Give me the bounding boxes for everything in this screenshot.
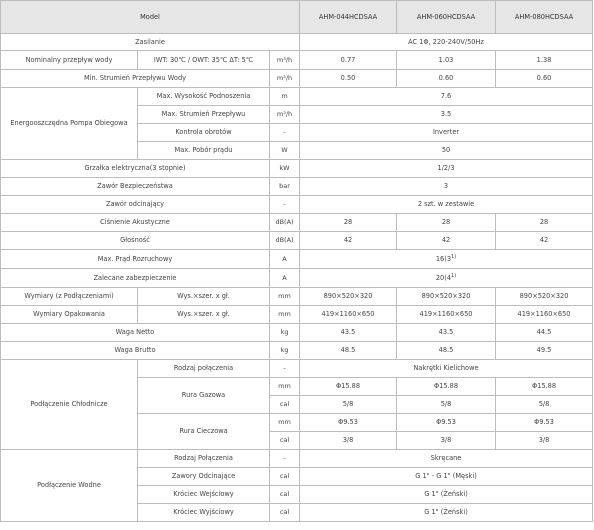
dims-value-1: 890×520×320 bbox=[300, 288, 397, 306]
net-value-3: 44.5 bbox=[496, 324, 593, 342]
gas-mm-1: Φ15.88 bbox=[300, 378, 397, 396]
row-refrig-conn bbox=[1, 360, 593, 378]
gas-mm-2: Φ15.88 bbox=[397, 378, 496, 396]
pack-sub: Wys.×szer. x gł. bbox=[138, 306, 270, 324]
heater-unit: kW bbox=[270, 160, 300, 178]
water-item-unit: - bbox=[270, 450, 300, 468]
water-item-label: Zawory Odcinające bbox=[138, 468, 270, 486]
loudness-label: Głośność bbox=[1, 232, 270, 250]
startcur-value-main: 16(3 bbox=[435, 255, 452, 264]
row-flow bbox=[1, 51, 593, 70]
row-protection bbox=[1, 269, 593, 288]
flow-value-1: 0.77 bbox=[300, 51, 397, 70]
row-sound-pressure bbox=[1, 214, 593, 232]
gas-unit-cal: cal bbox=[270, 396, 300, 414]
row-dimensions bbox=[1, 288, 593, 306]
minflow-value-2: 0.60 bbox=[397, 70, 496, 88]
pack-label: Wymiary Opakowania bbox=[1, 306, 138, 324]
loudness-value-1: 42 bbox=[300, 232, 397, 250]
safety-label: Zawór Bezpieczeństwa bbox=[1, 178, 270, 196]
header-model-2: AHM-060HCDSAA bbox=[397, 1, 496, 34]
flow-value-3: 1.38 bbox=[496, 51, 593, 70]
dims-value-3: 890×520×320 bbox=[496, 288, 593, 306]
water-item-unit: cal bbox=[270, 504, 300, 522]
minflow-unit: m³/h bbox=[270, 70, 300, 88]
safety-value: 3 bbox=[300, 178, 593, 196]
safety-unit: bar bbox=[270, 178, 300, 196]
water-item-unit: cal bbox=[270, 468, 300, 486]
net-value-2: 43.5 bbox=[397, 324, 496, 342]
liquid-cal-1: 3/8 bbox=[300, 432, 397, 450]
net-unit: kg bbox=[270, 324, 300, 342]
loudness-unit: dB(A) bbox=[270, 232, 300, 250]
flow-value-2: 1.03 bbox=[397, 51, 496, 70]
startcur-value bbox=[300, 250, 593, 269]
row-start-current bbox=[1, 250, 593, 269]
pack-value-3: 419×1160×650 bbox=[496, 306, 593, 324]
gross-label: Waga Brutto bbox=[1, 342, 270, 360]
row-supply bbox=[1, 34, 593, 51]
water-label: Podłączenie Wodne bbox=[1, 450, 138, 522]
water-item-label: Króciec Wyjściowy bbox=[138, 504, 270, 522]
pressure-label: Ciśnienie Akustyczne bbox=[1, 214, 270, 232]
header-model-1: AHM-044HCDSAA bbox=[300, 1, 397, 34]
liquid-mm-3: Φ9.53 bbox=[496, 414, 593, 432]
header-row bbox=[1, 1, 593, 34]
row-minflow bbox=[1, 70, 593, 88]
net-label: Waga Netto bbox=[1, 324, 270, 342]
gas-cal-1: 5/8 bbox=[300, 396, 397, 414]
pump-item-label: Max. Pobór prądu bbox=[138, 142, 270, 160]
heater-value: 1/2/3 bbox=[300, 160, 593, 178]
row-package bbox=[1, 306, 593, 324]
water-item-label: Króciec Wejściowy bbox=[138, 486, 270, 504]
pressure-value-3: 28 bbox=[496, 214, 593, 232]
row-pump-head bbox=[1, 88, 593, 106]
water-item-value: G 1" (Żeński) bbox=[300, 504, 593, 522]
pump-item-unit: W bbox=[270, 142, 300, 160]
refrig-label: Podłączenie Chłodnicze bbox=[1, 360, 138, 450]
gross-unit: kg bbox=[270, 342, 300, 360]
gross-value-1: 48.5 bbox=[300, 342, 397, 360]
gross-value-2: 48.5 bbox=[397, 342, 496, 360]
gas-mm-3: Φ15.88 bbox=[496, 378, 593, 396]
row-shutoff-valve bbox=[1, 196, 593, 214]
pressure-value-2: 28 bbox=[397, 214, 496, 232]
shutoff-label: Zawór odcinający bbox=[1, 196, 270, 214]
dims-unit: mm bbox=[270, 288, 300, 306]
pump-item-value: Inverter bbox=[300, 124, 593, 142]
pressure-value-1: 28 bbox=[300, 214, 397, 232]
protection-value-main: 20(4 bbox=[435, 274, 452, 283]
pressure-unit: dB(A) bbox=[270, 214, 300, 232]
water-item-value: G 1" (Żeński) bbox=[300, 486, 593, 504]
startcur-unit: A bbox=[270, 250, 300, 269]
pack-value-2: 419×1160×650 bbox=[397, 306, 496, 324]
startcur-footnote: 1) bbox=[451, 253, 457, 260]
pump-item-label: Max. Wysokość Podnoszenia bbox=[138, 88, 270, 106]
water-item-value: G 1" - G 1" (Męski) bbox=[300, 468, 593, 486]
net-value-1: 43.5 bbox=[300, 324, 397, 342]
gas-cal-3: 5/8 bbox=[496, 396, 593, 414]
liquid-cal-2: 3/8 bbox=[397, 432, 496, 450]
pump-item-value: 7.6 bbox=[300, 88, 593, 106]
row-safety-valve bbox=[1, 178, 593, 196]
water-item-label: Rodzaj Połączenia bbox=[138, 450, 270, 468]
flow-unit: m³/h bbox=[270, 51, 300, 70]
pack-unit: mm bbox=[270, 306, 300, 324]
pack-value-1: 419×1160×650 bbox=[300, 306, 397, 324]
pump-item-unit: - bbox=[270, 124, 300, 142]
header-model-label: Model bbox=[1, 1, 300, 34]
protection-unit: A bbox=[270, 269, 300, 288]
heater-label: Grzałka elektryczna(3 stopnie) bbox=[1, 160, 270, 178]
shutoff-unit: - bbox=[270, 196, 300, 214]
protection-footnote: 1) bbox=[451, 272, 457, 279]
flow-condition: IWT: 30℃ / OWT: 35℃ ΔT: 5℃ bbox=[138, 51, 270, 70]
minflow-value-3: 0.60 bbox=[496, 70, 593, 88]
loudness-value-3: 42 bbox=[496, 232, 593, 250]
water-item-unit: cal bbox=[270, 486, 300, 504]
protection-value bbox=[300, 269, 593, 288]
header-model-3: AHM-080HCDSAA bbox=[496, 1, 593, 34]
liquid-mm-1: Φ9.53 bbox=[300, 414, 397, 432]
liquid-mm-2: Φ9.53 bbox=[397, 414, 496, 432]
pump-item-value: 3.5 bbox=[300, 106, 593, 124]
protection-label: Zalecane zabezpieczenie bbox=[1, 269, 270, 288]
pump-item-value: 50 bbox=[300, 142, 593, 160]
gas-unit-mm: mm bbox=[270, 378, 300, 396]
dims-label: Wymiary (z Podłączeniami) bbox=[1, 288, 138, 306]
refrig-conn-label: Rodzaj połączenia bbox=[138, 360, 270, 378]
startcur-label: Max. Prąd Rozruchowy bbox=[1, 250, 270, 269]
shutoff-value: 2 szt. w zestawie bbox=[300, 196, 593, 214]
gross-value-3: 49.5 bbox=[496, 342, 593, 360]
refrig-conn-value: Nakrętki Kielichowe bbox=[300, 360, 593, 378]
pump-item-label: Kontrola obrotów bbox=[138, 124, 270, 142]
pump-item-unit: m³/h bbox=[270, 106, 300, 124]
gas-cal-2: 5/8 bbox=[397, 396, 496, 414]
minflow-value-1: 0.50 bbox=[300, 70, 397, 88]
pump-label: Energooszczędna Pompa Obiegowa bbox=[1, 88, 138, 160]
loudness-value-2: 42 bbox=[397, 232, 496, 250]
row-loudness bbox=[1, 232, 593, 250]
flow-label: Nominalny przepływ wody bbox=[1, 51, 138, 70]
gas-label: Rura Gazowa bbox=[138, 378, 270, 414]
row-net-weight bbox=[1, 324, 593, 342]
water-item-value: Skręcane bbox=[300, 450, 593, 468]
liquid-cal-3: 3/8 bbox=[496, 432, 593, 450]
liquid-unit-mm: mm bbox=[270, 414, 300, 432]
liquid-unit-cal: cal bbox=[270, 432, 300, 450]
supply-value: AC 1Φ, 220-240V/50Hz bbox=[300, 34, 593, 51]
minflow-label: Min. Strumień Przepływu Wody bbox=[1, 70, 270, 88]
dims-value-2: 890×520×320 bbox=[397, 288, 496, 306]
supply-label: Zasilanie bbox=[1, 34, 300, 51]
row-gross-weight bbox=[1, 342, 593, 360]
pump-item-unit: m bbox=[270, 88, 300, 106]
liquid-label: Rura Cieczowa bbox=[138, 414, 270, 450]
row-water-conn bbox=[1, 450, 593, 468]
pump-item-label: Max. Strumień Przepływu bbox=[138, 106, 270, 124]
dims-sub: Wys.×szer. x gł. bbox=[138, 288, 270, 306]
refrig-conn-unit: - bbox=[270, 360, 300, 378]
row-heater bbox=[1, 160, 593, 178]
